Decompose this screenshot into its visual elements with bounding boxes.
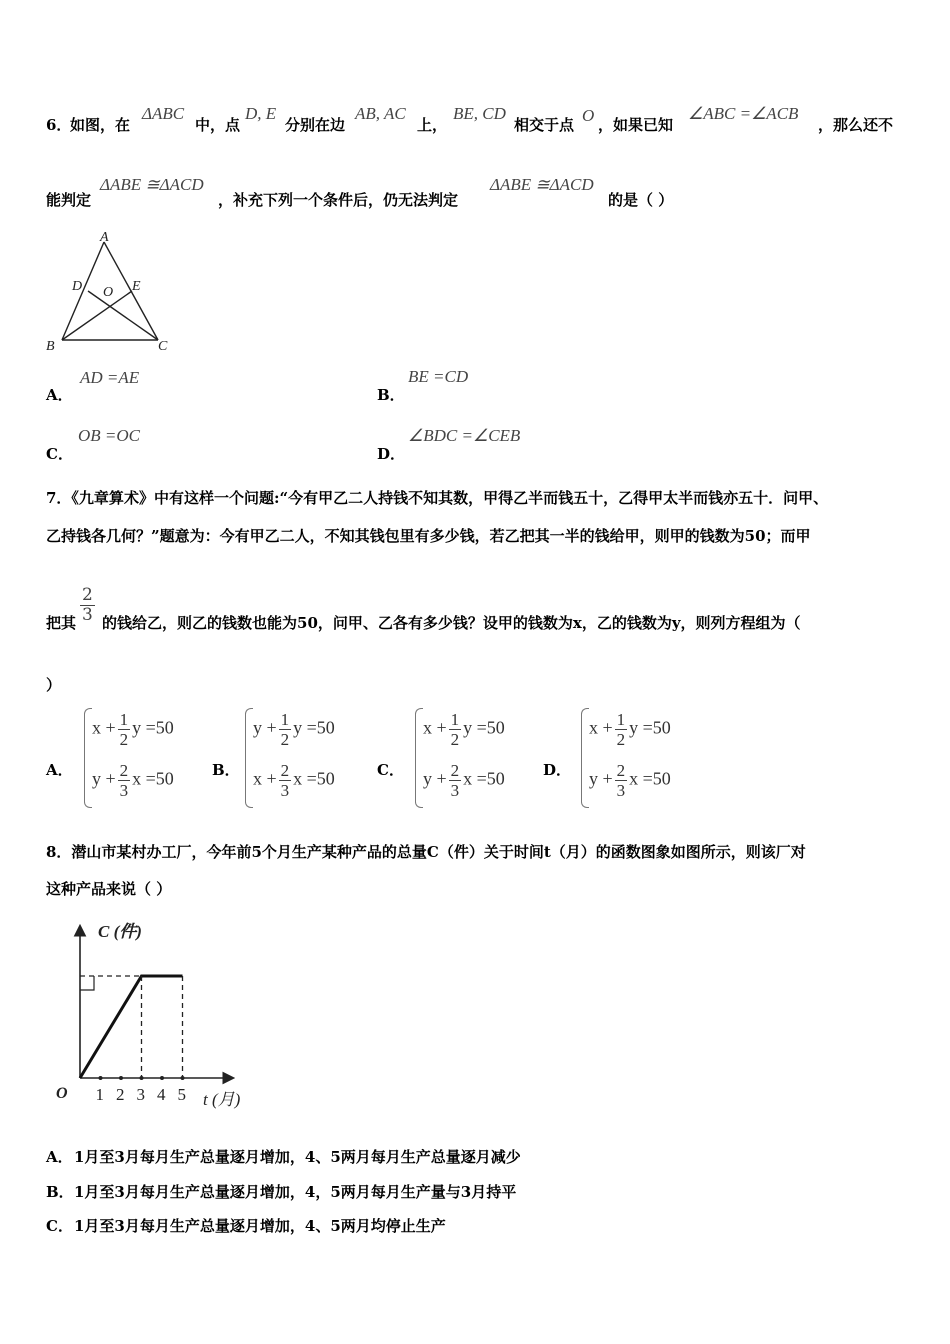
q6-math: ∠ABC =∠ACB xyxy=(688,104,799,123)
q6-text: 的是（ ） xyxy=(608,191,674,209)
corner-mark xyxy=(80,976,94,990)
option-label: C． xyxy=(46,1217,73,1235)
option-label: A． xyxy=(46,386,73,404)
q6-math: O xyxy=(582,106,595,125)
option-label: B． xyxy=(377,386,405,404)
q6-text: ，那么还不 xyxy=(818,116,894,134)
q6-text: ，补充下列一个条件后，仍无法判定 xyxy=(218,191,459,209)
fraction-numerator: 2 xyxy=(82,585,93,605)
label-O: O xyxy=(103,285,114,300)
equation-system: x + $\frac{1}{2}$ y =50 y + $\frac{2}{3}$ x =50 xyxy=(415,708,525,808)
option-label: A． xyxy=(46,1148,73,1166)
x-tick-label: 1 xyxy=(95,1085,104,1104)
label-A: A xyxy=(100,230,109,245)
data-line xyxy=(80,976,183,1078)
option-text: 1月至3月每月生产总量逐月增加，4，5两月每月生产量与3月持平 xyxy=(74,1183,517,1201)
option-label: C． xyxy=(377,761,404,779)
y-axis-label: C (件) xyxy=(98,922,142,941)
option-label: B． xyxy=(46,1183,74,1201)
option-text: 1月至3月每月生产总量逐月增加，4、5两月均停止生产 xyxy=(74,1217,446,1235)
option-label: B． xyxy=(212,761,240,779)
x-tick-label: 5 xyxy=(177,1085,186,1104)
q7-line4: ） xyxy=(46,676,62,694)
q7-line2: 乙持钱各几何？”题意为：今有甲乙二人，不知其钱包里有多少钱，若乙把其一半的钱给甲，则甲的钱数为50；而甲 xyxy=(46,527,811,545)
x-tick xyxy=(140,1076,144,1080)
label-B: B xyxy=(46,339,55,354)
option-text: 1月至3月每月生产总量逐月增加，4、5两月每月生产总量逐月减少 xyxy=(74,1148,521,1166)
x-tick xyxy=(119,1076,123,1080)
x-tick-label: 3 xyxy=(136,1085,145,1104)
fraction-denominator: 3 xyxy=(82,605,93,625)
q6-math: AB, AC xyxy=(355,104,406,123)
x-tick xyxy=(99,1076,103,1080)
q6-number: 6． xyxy=(46,116,72,134)
x-tick xyxy=(181,1076,185,1080)
q6-text: 相交于点 xyxy=(514,116,575,134)
x-axis-label: t (月) xyxy=(203,1090,241,1109)
q6-text: 分别在边 xyxy=(285,116,346,134)
option-text: ∠BDC =∠CEB xyxy=(408,426,521,445)
equation-system: x + $\frac{1}{2}$ y =50 y + $\frac{2}{3}$ x =50 xyxy=(581,708,691,808)
q6-text: 如图，在 xyxy=(70,116,131,134)
option-text: OB =OC xyxy=(78,426,140,445)
q6-text: ，如果已知 xyxy=(598,116,674,134)
option-label: D． xyxy=(543,761,572,779)
x-tick-label: 2 xyxy=(116,1085,125,1104)
fraction-two-thirds xyxy=(80,586,95,625)
q8-chart xyxy=(40,915,270,1115)
origin-label: O xyxy=(56,1085,68,1102)
option-label: A． xyxy=(46,761,73,779)
x-tick xyxy=(160,1076,164,1080)
triangle-figure xyxy=(40,228,180,358)
label-D: D xyxy=(72,279,83,294)
label-C: C xyxy=(158,339,168,354)
q6-math: ΔABE ≅ΔACD xyxy=(100,175,204,194)
q7-line1: 7．《九章算术》中有这样一个问题:“今有甲乙二人持钱不知其数，甲得乙半而钱五十，乙得甲太半而钱亦五十．问甲、 xyxy=(46,489,829,507)
q6-text: 中，点 xyxy=(195,116,241,134)
q6-text: 能判定 xyxy=(46,191,92,209)
equation-system: x + $\frac{1}{2}$ y =50 y + $\frac{2}{3}$ x =50 xyxy=(84,708,194,808)
q8-line2: 这种产品来说（ ） xyxy=(46,880,172,898)
q6-math: D, E xyxy=(245,104,277,123)
q8-line1: 8．潜山市某村办工厂，今年前5个月生产某种产品的总量C（件）关于时间t（月）的函数图象如图所示，则该厂对 xyxy=(46,843,806,861)
q6-math: BE, CD xyxy=(453,104,506,123)
q6-text: 上， xyxy=(417,116,448,134)
equation-system: y + $\frac{1}{2}$ y =50 x + $\frac{2}{3}$ x =50 xyxy=(245,708,355,808)
q7-line3b: 的钱给乙，则乙的钱数也能为50，问甲、乙各有多少钱？设甲的钱数为x，乙的钱数为y，则列方程组为（ xyxy=(102,614,801,632)
label-E: E xyxy=(132,279,141,294)
q7-line3a: 把其 xyxy=(46,614,77,632)
option-label: D． xyxy=(377,445,406,463)
q6-math: ΔABE ≅ΔACD xyxy=(490,175,594,194)
option-label: C． xyxy=(46,445,73,463)
option-text: AD =AE xyxy=(80,368,140,387)
option-text: BE =CD xyxy=(408,367,469,386)
x-tick-label: 4 xyxy=(157,1085,166,1104)
q6-math: ΔABC xyxy=(142,104,185,123)
